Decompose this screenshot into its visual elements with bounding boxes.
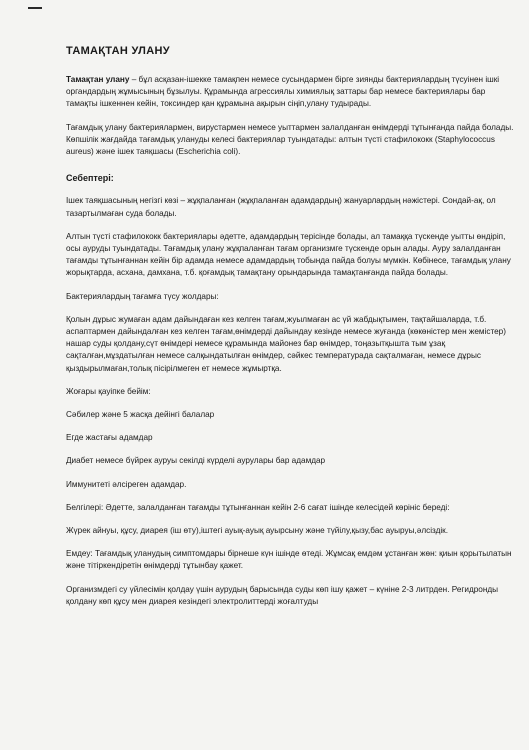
bacteria-paragraph <box>66 122 516 159</box>
causes-paragraph-1: Ішек таяқшасының негізгі көзі – жұқпаланған (жұқпаланған адамдардың) жануарлардың нәжістері. Сондай-ақ, ол тазартылмаған суда болады. <box>66 196 496 218</box>
hydration-paragraph: Организмдегі су үйлесімін қолдау үшін аурудың барысында суды көп ішу қажет – күніне 2-3 литрден. Регидронды қолдану көп құсу мен диарея кезіндегі электролиттерді жоғалтуды <box>66 584 499 606</box>
risk-heading: Жоғары қауіпке бейім: <box>66 386 151 396</box>
treatment-paragraph: Емдеу: Тағамдық уланудың симптомдары бірнеше күн ішінде өтеді. Жұмсақ емдәм ұстанған жөн: қиын қорытылатын және тітіркендіретін өнімдерді тұтынбау қажет. <box>66 549 512 571</box>
bacteria-text: Тағамдық улану бактериялармен, вирустармен немесе уыттармен залалданған өнімдерді тұтынғанда пайда болады. Көпшілік жағдайда тағамдық улануды келесі бактериялар туындатады: <box>66 122 514 144</box>
document-title: ТАМАҚТАН УЛАНУ <box>66 45 170 57</box>
causes-paragraph-2: Алтын түсті стафилококк бактериялары әдетте, адамдардың терісінде болады, ал тамаққа түскенде уытты өндіріп, осы ауруды туындатады. Тағамдық улану жұқпаланған тағам организмге түскенде орын алады. Ауру залалданған тағамды тұтынғаннан кейін бір адамда немесе адамдардың тобында пайда болуы мүмкін. Көбінесе, тағамдық улану жорықтарда, асхана, дамхана, т.б. қоғамдық тамақтану орындарында тамақтанғанда пайда болады. <box>66 231 511 278</box>
bacteria-species: алтын түсті стафилококк (Staphylococcus aureus) және ішек таяқшасы (Escherichia coli). <box>66 134 495 157</box>
intro-term: Тамақтан улану <box>66 75 130 84</box>
document-body <box>66 44 516 619</box>
transmission-heading: Бактериялардың тағамға түсу жолдары: <box>66 291 219 301</box>
symptoms-list: Жүрек айнуы, құсу, диарея (іш өту),іштегі ауық-ауық ауырсыну және түйілу,қызу,бас ауыруы,әлсіздік. <box>66 526 449 536</box>
transmission-paragraph: Қолын дұрыс жумаған адам дайындаған кез келген тағам,жуылмаған ас үй жабдықтымен, тақтайшаларда, т.б. аспаптармен дайындалған кез келген тағам,өнімдерді дайындау кезінде немесе жуғанда (көкөністер мен жемістер) нашар суды қолдану,сүт өнімдері немесе құрамында майонез бар өнімдер, тоңазытқышта тым ұзақ сақталған,мұздатылған немесе салқындатылған өнімдер, сәйкес температурада сақталмаған, немесе дұрыс қыздырылмаған,толық пісірілмеген ет немесе жұмыртқа. <box>66 314 506 373</box>
risk-item-infants: Сәбилер және 5 жасқа дейінгі балалар <box>66 410 215 420</box>
causes-heading: Себептері: <box>66 173 114 184</box>
scan-mark <box>28 7 42 9</box>
intro-text: – бұл асқазан-ішекке тамақпен немесе сусындармен бірге зиянды бактериялардың түсуінен ішкі органдардың жұмысының бұзылуы. Құрамында агрессиялы химиялық заттары бар немесе бактериялары бар тамақты ішкеннен кейін, токсиндер қан құрамына ақырын сіңіп,улану тудырады. <box>66 75 500 109</box>
risk-item-elderly: Егде жастағы адамдар <box>66 433 153 443</box>
symptoms-intro: Белгілері: Әдетте, залалданған тағамды тұтынғаннан кейін 2-6 сағат ішінде келесідей көрініс береді: <box>66 502 450 512</box>
risk-item-chronic: Диабет немесе бүйрек ауруы секілді күрделі аурулары бар адамдар <box>66 456 326 466</box>
intro-paragraph <box>66 74 516 111</box>
risk-item-immunity: Иммунитеті әлсіреген адамдар. <box>66 479 187 489</box>
